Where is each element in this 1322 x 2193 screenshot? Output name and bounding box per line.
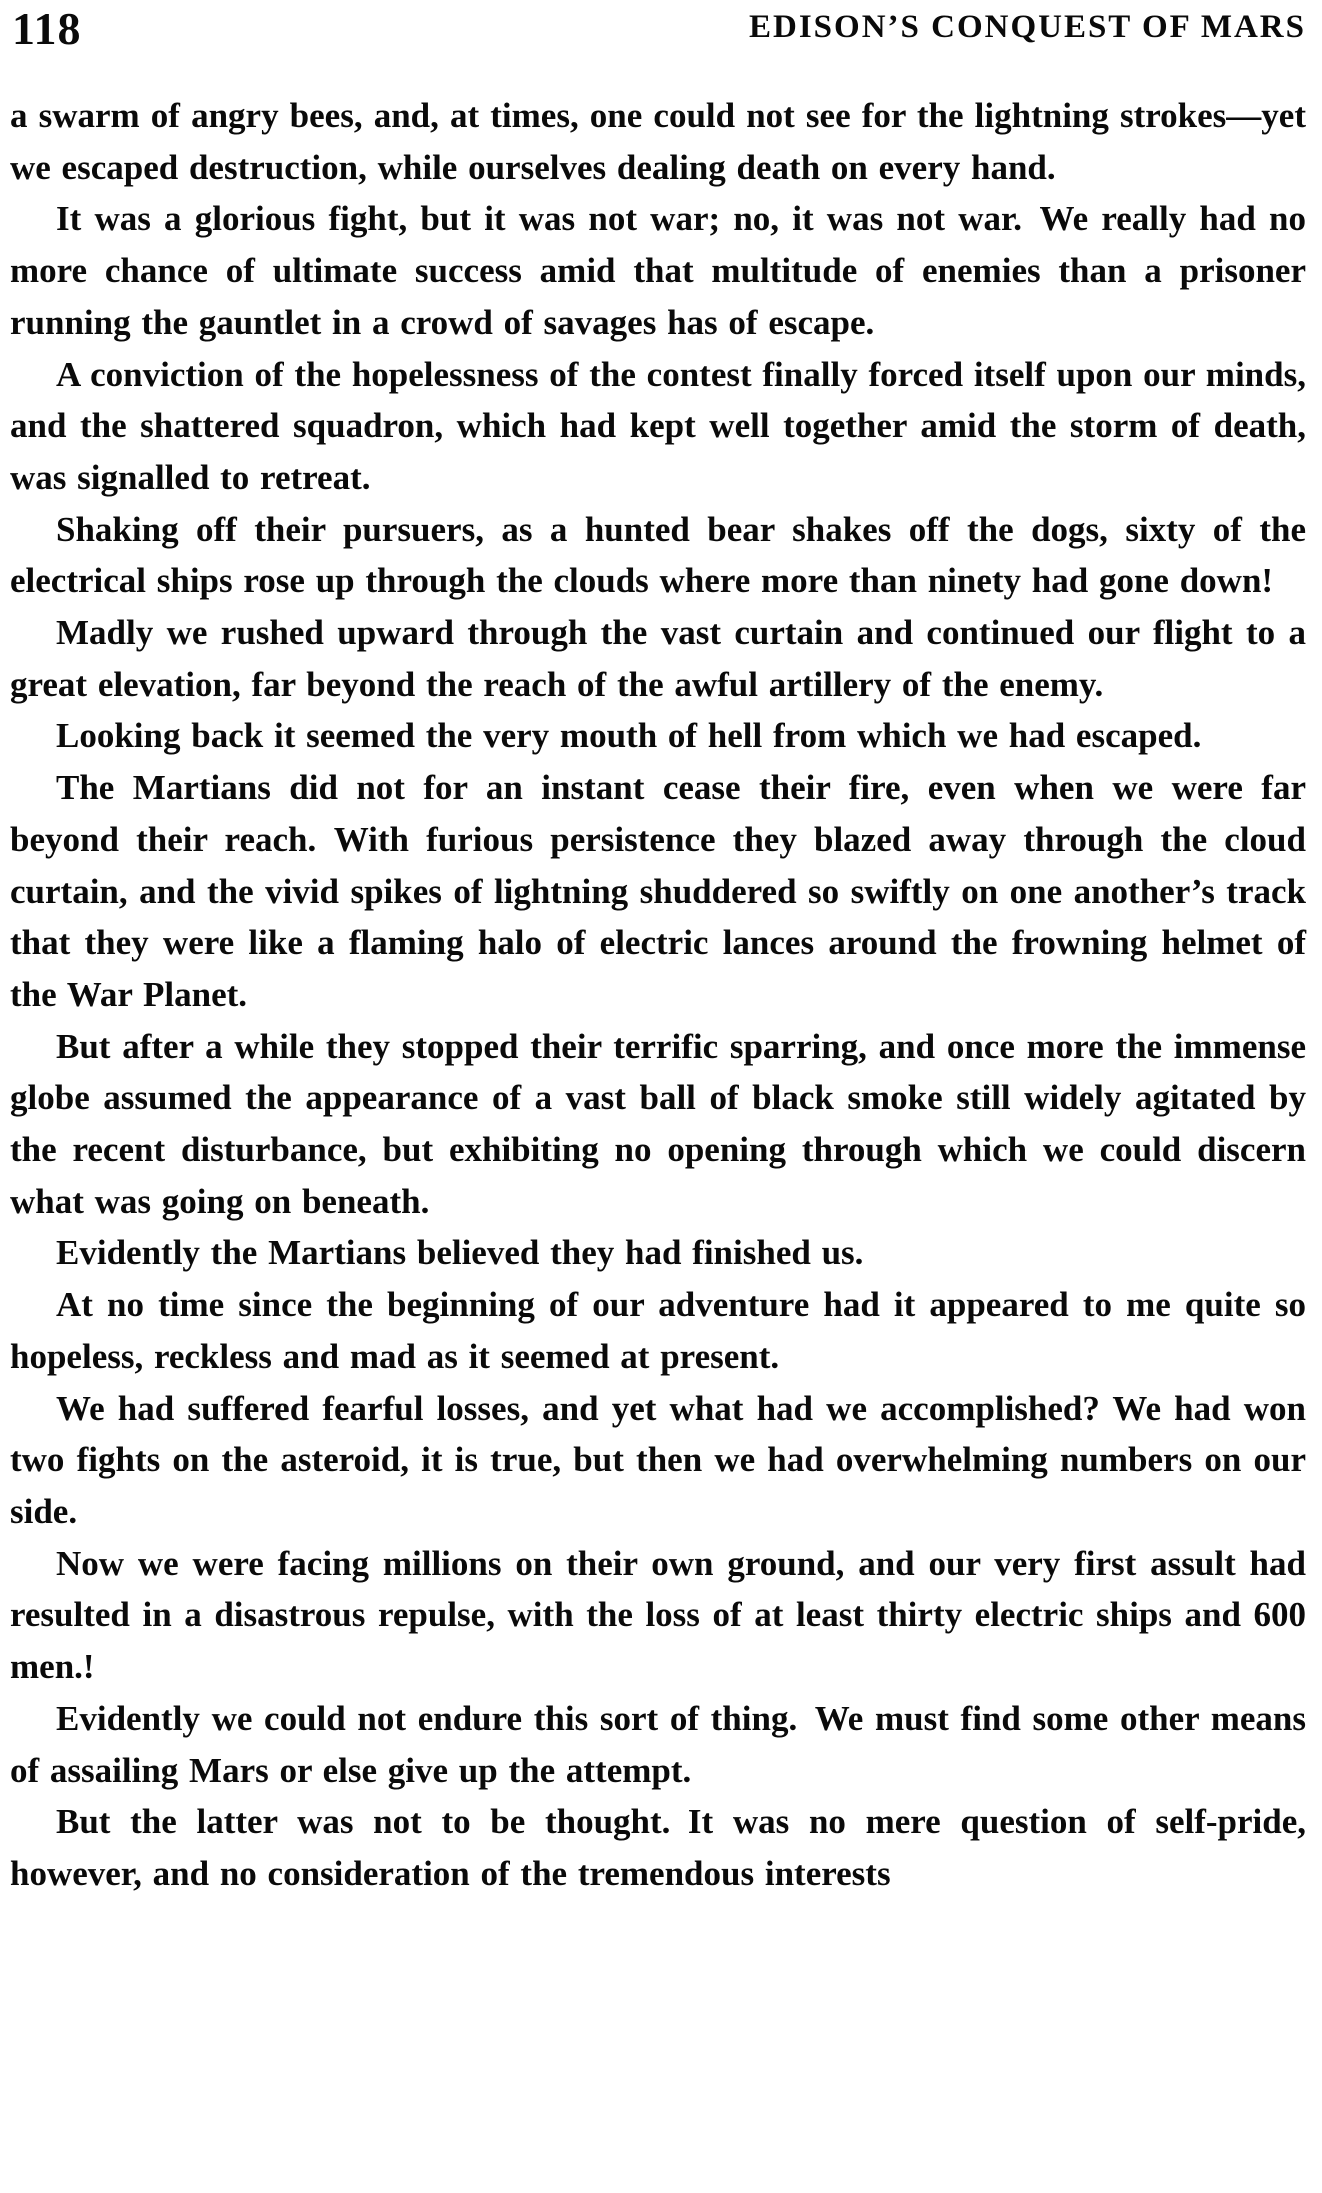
paragraph: At no time since the beginning of our adventure had it appeared to me quite so hopeless, reckless and mad as it seemed at present. [10, 1285, 1306, 1376]
paragraph: The Martians did not for an instant cease their fire, even when we were far beyond their reach. With furious persistence they blazed away through the cloud curtain, and the vivid spikes of lightning shuddered so swiftly on one another’s track that they were like a flaming halo of electric lances around the frowning helmet of the War Planet. [10, 768, 1306, 1014]
paragraph: a swarm of angry bees, and, at times, one could not see for the lightning strokes—yet we escaped destruction, while ourselves dealing death on every hand. [10, 96, 1306, 187]
paragraph: Madly we rushed upward through the vast curtain and continued our flight to a great elevation, far beyond the reach of the awful artillery of the enemy. [10, 613, 1306, 704]
paragraph: But after a while they stopped their terrific sparring, and once more the immense globe assumed the appearance of a vast ball of black smoke still widely agitated by the recent disturbance, but exhibiting no opening through which we could discern what was going on beneath. [10, 1026, 1306, 1221]
page-body [10, 90, 1306, 1900]
paragraph: Looking back it seemed the very mouth of hell from which we had escaped. [56, 716, 1202, 756]
page-number: 118 [12, 3, 82, 54]
paragraph: But the latter was not to be thought. It was no mere question of self-pride, however, and no consideration of the tremendous interests [10, 1802, 1306, 1893]
paragraph: We had suffered fearful losses, and yet what had we accomplished? We had won two fights on the asteroid, it is true, but then we had overwhelming numbers on our side. [10, 1388, 1306, 1531]
paragraph: Evidently the Martians believed they had finished us. [56, 1233, 864, 1273]
paragraph: Now we were facing millions on their own ground, and our very first assult had resulted in a disastrous repulse, with the loss of at least thirty electric ships and 600 men.! [10, 1543, 1306, 1687]
paragraph: It was a glorious fight, but it was not war; no, it was not war. We really had no more chance of ultimate success amid that multitude of enemies than a prisoner running the gauntlet in a crowd of savages has of escape. [10, 199, 1306, 342]
paragraph: A conviction of the hopelessness of the contest finally forced itself upon our minds, and the shattered squadron, which had kept well together amid the storm of death, was signalled to retreat. [10, 354, 1306, 497]
paragraph: Evidently we could not endure this sort of thing. We must find some other means of assailing Mars or else give up the attempt. [10, 1698, 1306, 1790]
paragraph: Shaking off their pursuers, as a hunted bear shakes off the dogs, sixty of the electrical ships rose up through the clouds where more than ninety had gone down! [10, 509, 1306, 601]
page-header [12, 3, 1306, 54]
running-header-title: EDISON’S CONQUEST OF MARS [748, 9, 1306, 45]
